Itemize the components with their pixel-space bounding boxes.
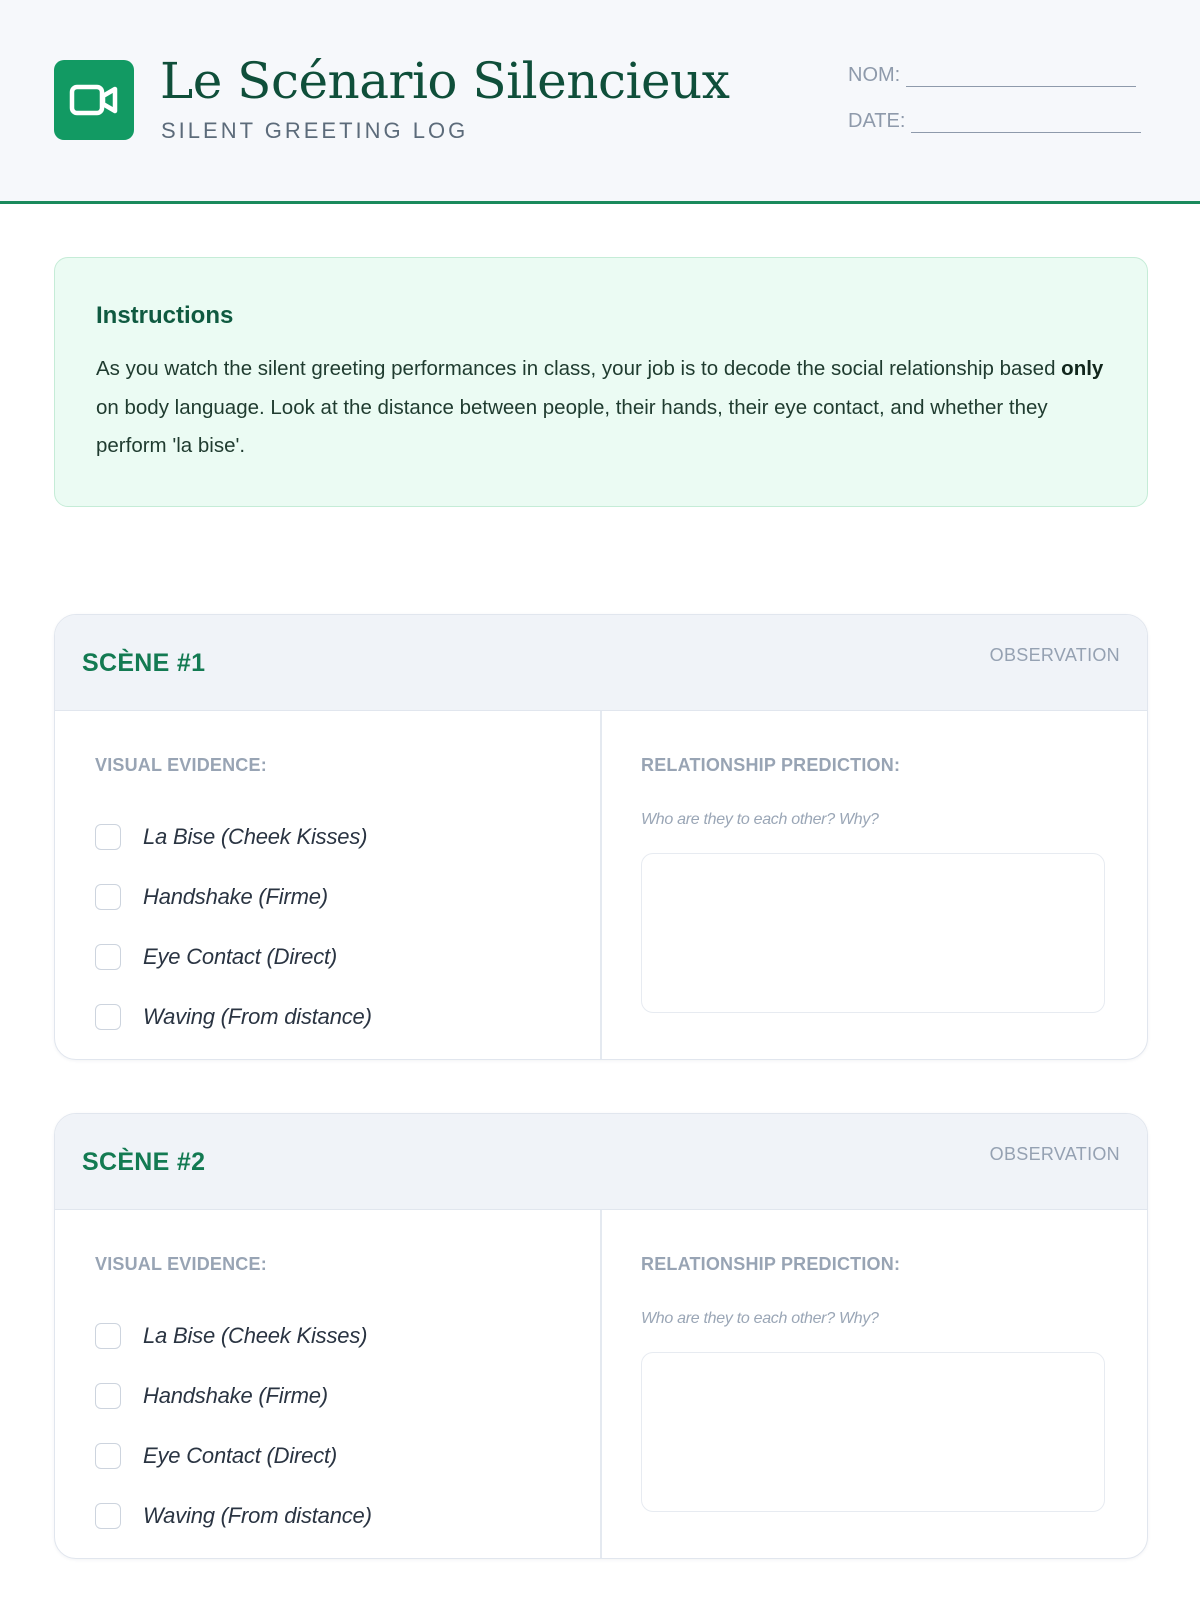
instructions-text xyxy=(96,350,1107,466)
evidence-item-label: Waving (From distance) xyxy=(143,1503,372,1528)
evidence-item-handshake[interactable] xyxy=(95,1366,372,1426)
date-field xyxy=(848,110,1141,133)
evidence-item-label: Eye Contact (Direct) xyxy=(143,944,338,969)
checkbox[interactable] xyxy=(95,1383,121,1409)
scene-tag: OBSERVATION xyxy=(989,1144,1120,1164)
instructions-box xyxy=(54,257,1148,507)
evidence-item-waving[interactable] xyxy=(95,1486,372,1546)
evidence-item-label: La Bise (Cheek Kisses) xyxy=(143,1323,368,1348)
page-title: Le Scénario Silencieux xyxy=(160,52,730,110)
checkbox[interactable] xyxy=(95,824,121,850)
evidence-checklist xyxy=(95,1306,372,1546)
instructions-text-emphasis: only xyxy=(1061,357,1104,380)
checkbox[interactable] xyxy=(95,1503,121,1529)
evidence-item-handshake[interactable] xyxy=(95,867,372,927)
scene-body xyxy=(55,1210,1147,1558)
column-divider xyxy=(600,711,602,1059)
video-camera-icon xyxy=(54,60,134,140)
instructions-heading: Instructions xyxy=(96,302,234,329)
prediction-hint: Who are they to each other? Why? xyxy=(641,811,879,828)
instructions-text-part1: As you watch the silent greeting performances in class, your job is to decode the social relationship based xyxy=(96,357,1062,380)
evidence-item-la-bise[interactable] xyxy=(95,1306,372,1366)
evidence-item-eye-contact[interactable] xyxy=(95,1426,372,1486)
scene-header xyxy=(55,1114,1147,1210)
relationship-prediction-label: RELATIONSHIP PREDICTION: xyxy=(641,1254,901,1274)
date-label: DATE: xyxy=(848,110,906,132)
evidence-checklist xyxy=(95,807,372,1047)
scene-title: SCÈNE #1 xyxy=(82,649,206,677)
evidence-item-label: Eye Contact (Direct) xyxy=(143,1443,338,1468)
page-header xyxy=(0,0,1200,204)
scene-title: SCÈNE #2 xyxy=(82,1148,206,1176)
evidence-item-waving[interactable] xyxy=(95,987,372,1047)
evidence-item-label: Handshake (Firme) xyxy=(143,1383,328,1408)
scene-tag: OBSERVATION xyxy=(989,645,1120,665)
visual-evidence-label: VISUAL EVIDENCE: xyxy=(95,755,267,775)
evidence-item-label: Waving (From distance) xyxy=(143,1004,372,1029)
evidence-item-eye-contact[interactable] xyxy=(95,927,372,987)
evidence-item-label: La Bise (Cheek Kisses) xyxy=(143,824,368,849)
prediction-textarea[interactable] xyxy=(641,853,1105,1013)
name-blank-line[interactable] xyxy=(906,65,1136,87)
scene-card-2 xyxy=(54,1113,1148,1559)
prediction-textarea[interactable] xyxy=(641,1352,1105,1512)
relationship-prediction-label: RELATIONSHIP PREDICTION: xyxy=(641,755,901,775)
scene-header xyxy=(55,615,1147,711)
instructions-text-part2: on body language. Look at the distance between people, their hands, their eye contact, and whether they perform 'la bise'. xyxy=(96,395,1048,457)
evidence-item-label: Handshake (Firme) xyxy=(143,884,328,909)
checkbox[interactable] xyxy=(95,1323,121,1349)
name-field xyxy=(848,64,1136,87)
visual-evidence-label: VISUAL EVIDENCE: xyxy=(95,1254,267,1274)
scene-card-1 xyxy=(54,614,1148,1060)
name-label: NOM: xyxy=(848,64,901,86)
column-divider xyxy=(600,1210,602,1558)
evidence-item-la-bise[interactable] xyxy=(95,807,372,867)
scene-body xyxy=(55,711,1147,1059)
prediction-hint: Who are they to each other? Why? xyxy=(641,1310,879,1327)
checkbox[interactable] xyxy=(95,1443,121,1469)
checkbox[interactable] xyxy=(95,1004,121,1030)
page-subtitle: SILENT GREETING LOG xyxy=(161,118,469,143)
checkbox[interactable] xyxy=(95,884,121,910)
checkbox[interactable] xyxy=(95,944,121,970)
date-blank-line[interactable] xyxy=(911,111,1141,133)
